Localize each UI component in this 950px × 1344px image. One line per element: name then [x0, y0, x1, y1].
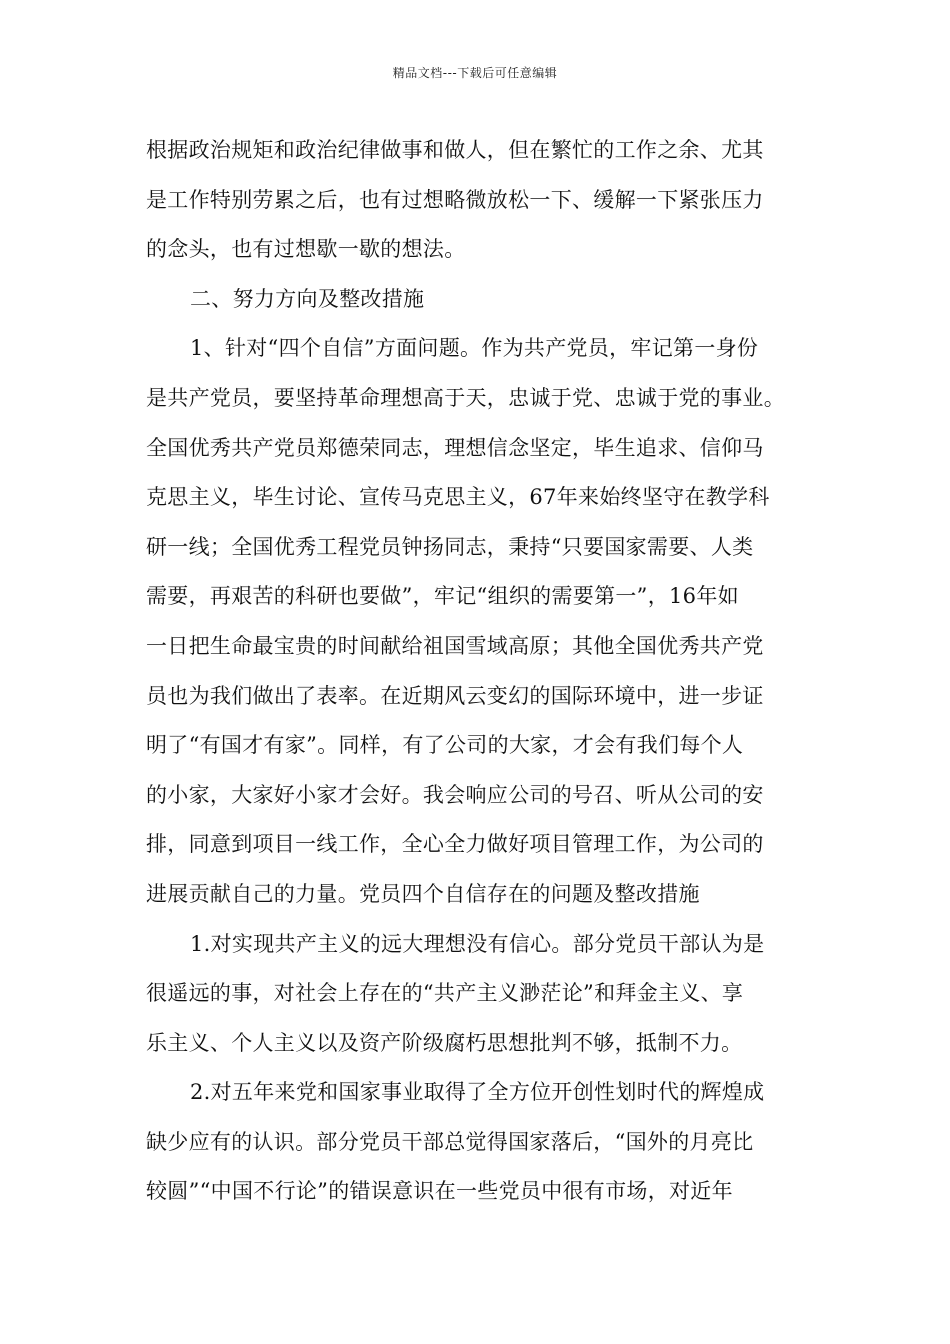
document-body	[146, 126, 810, 1217]
text-line: 明了“有国才有家”。同样，有了公司的大家，才会有我们每个人	[146, 733, 744, 758]
text-line: 排，同意到项目一线工作，全心全力做好项目管理工作，为公司的	[146, 832, 764, 857]
text-line: 1.对实现共产主义的远大理想没有信心。部分党员干部认为是	[190, 931, 765, 956]
text-line: 二、努力方向及整改措施	[190, 286, 425, 311]
text-line: 缺少应有的认识。部分党员干部总觉得国家落后，“国外的月亮比	[146, 1129, 754, 1154]
text-line: 的小家，大家好小家才会好。我会响应公司的号召、听从公司的安	[146, 782, 764, 807]
text-line: 克思主义，毕生讨论、宣传马克思主义，67年来始终坚守在教学科	[146, 485, 770, 510]
text-line: 全国优秀共产党员郑德荣同志，理想信念坚定，毕生追求、信仰马	[146, 435, 764, 460]
text-line: 进展贡献自己的力量。党员四个自信存在的问题及整改措施	[146, 881, 700, 906]
text-line: 乐主义、个人主义以及资产阶级腐朽思想批判不够，抵制不力。	[146, 1030, 743, 1055]
text-line: 研一线；全国优秀工程党员钟扬同志，秉持“只要国家需要、人类	[146, 534, 754, 559]
text-line: 的念头，也有过想歇一歇的想法。	[146, 237, 466, 262]
text-line: 员也为我们做出了表率。在近期风云变幻的国际环境中，进一步证	[146, 683, 764, 708]
text-line: 2.对五年来党和国家事业取得了全方位开创性划时代的辉煌成	[190, 1080, 765, 1105]
text-line: 根据政治规矩和政治纪律做事和做人，但在繁忙的工作之余、尤其	[146, 138, 764, 162]
text-line: 较圆”“中国不行论”的错误意识在一些党员中很有市场，对近年	[146, 1179, 733, 1204]
text-line: 一日把生命最宝贵的时间献给祖国雪域高原；其他全国优秀共产党	[146, 633, 764, 658]
page-header: 精品文档---下载后可任意编辑	[392, 66, 558, 80]
text-line: 1、针对“四个自信”方面问题。作为共产党员，牢记第一身份	[190, 336, 759, 361]
text-line: 是工作特别劳累之后，也有过想略微放松一下、缓解一下紧张压力	[146, 187, 764, 212]
text-line: 是共产党员，要坚持革命理想高于天，忠诚于党、忠诚于党的事业。	[146, 385, 785, 410]
text-line: 需要，再艰苦的科研也要做”，牢记“组织的需要第一”，16年如	[146, 584, 739, 609]
text-line: 很遥远的事，对社会上存在的“共产主义渺茫论”和拜金主义、享	[146, 981, 744, 1006]
